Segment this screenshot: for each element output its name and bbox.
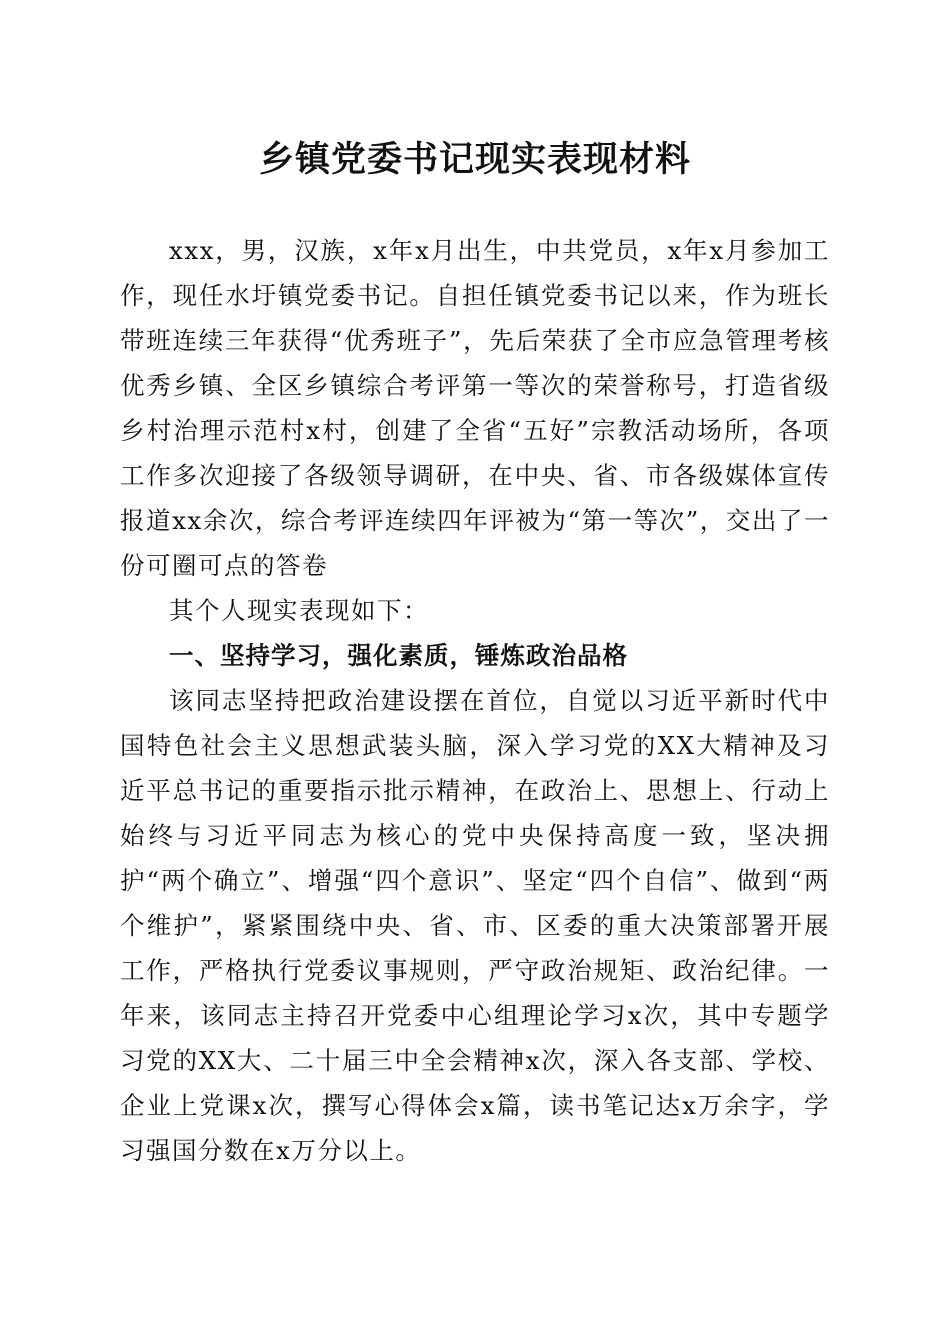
section-body-paragraph: 该同志坚持把政治建设摆在首位，自觉以习近平新时代中国特色社会主义思想武装头脑，深入学习党的XX大精神及习近平总书记的重要指示批示精神，在政治上、思想上、行动上始终与习近平同志为核心的党中央保持高度一致，坚决拥护“两个确立”、增强“四个意识”、坚定“四个自信”、做到“两个维护”，紧紧围绕中央、省、市、区委的重大决策部署开展工作，严格执行党委议事规则，严守政治规矩、政治纪律。一年来，该同志主持召开党委中心组理论学习x次，其中专题学习党的XX大、二十届三中全会精神x次，深入各支部、学校、企业上党课x次，撰写心得体会x篇，读书笔记达x万余字，学习强国分数在x万分以上。 xyxy=(120,686,830,1165)
section-heading: 一、坚持学习，强化素质，锤炼政治品格 xyxy=(169,641,628,670)
document-title: 乡镇党委书记现实表现材料 xyxy=(258,140,691,180)
lead-paragraph: 其个人现实表现如下： xyxy=(169,596,429,625)
intro-paragraph: xxx，男，汉族，x年x月出生，中共党员，x年x月参加工作，现任水圩镇党委书记。自担任镇党委书记以来，作为班长带班连续三年获得“优秀班子”，先后荣获了全市应急管理考核优秀乡镇、全区乡镇综合考评第一等次的荣誉称号，打造省级乡村治理示范村x村，创建了全省“五好”宗教活动场所，各项工作多次迎接了各级领导调研，在中央、省、市各级媒体宣传报道xx余次，综合考评连续四年评被为“第一等次”，交出了一份可圈可点的答卷 xyxy=(120,236,830,580)
